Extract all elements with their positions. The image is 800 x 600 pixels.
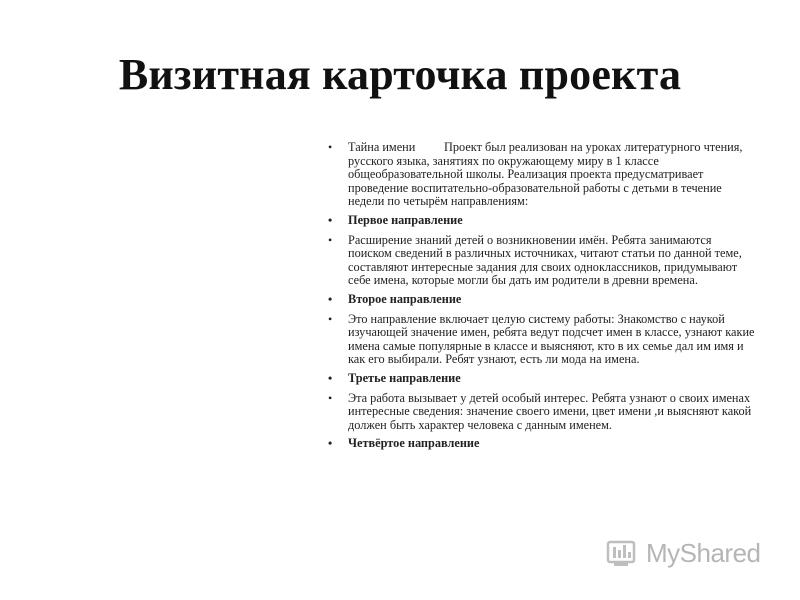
list-item: [326, 313, 756, 367]
slide-title: Визитная карточка проекта: [118, 50, 682, 99]
item-heading-text: Первое направление: [348, 212, 463, 227]
bullet-icon: •: [328, 232, 333, 247]
list-item-heading: [326, 293, 756, 307]
watermark-text: MyShared: [646, 537, 761, 568]
bullet-icon: •: [328, 140, 333, 154]
list-item-heading: [326, 372, 756, 386]
item-text: Проект был реализован на уроках литературного чтения, русского языка, занятиях по окружающему миру в 1 классе общеобразовательной школы. Реализация проекта предусматривает проведение воспитательно-образовательной работы с детьми в течение недели по четырём направлениям:: [348, 140, 743, 209]
bullet-icon: •: [328, 212, 333, 227]
bullet-icon: •: [328, 370, 333, 385]
bullet-icon: •: [328, 291, 333, 306]
watermark: [606, 536, 761, 570]
list-item-heading: [326, 214, 756, 228]
bullet-icon: •: [328, 436, 333, 451]
myshared-logo-icon: [606, 538, 640, 568]
list-item: [326, 392, 756, 433]
bullet-list: [326, 141, 756, 457]
item-text: Эта работа вызывает у детей особый интерес. Ребята узнают о своих именах интересные сведения: значение своего имени, цвет имени ,и выясняют какой должен быть характер человека с данным именем.: [348, 390, 752, 432]
list-item-heading: [326, 437, 756, 451]
item-heading-text: Второе направление: [348, 291, 462, 306]
item-lead: Тайна имени: [348, 140, 416, 154]
list-item: [326, 141, 756, 209]
bullet-icon: •: [328, 390, 333, 405]
item-text: Расширение знаний детей о возникновении имён. Ребята занимаются поиском сведений в различных источниках, читают статьи по данной теме, составляют интересные задания для своих одноклассников, придумывают себе имена, которые могли бы дать им родители в древни времена.: [348, 232, 742, 288]
list-item: [326, 234, 756, 288]
item-text: Это направление включает целую систему работы: Знакомство с наукой изучающей значение имен, ребята ведут подсчет имен в классе, узнают какие имена самые популярные в классе и выясняют, кто в их семье дал им имя и как его выбирали. Ребят узнают, есть ли мода на имена.: [348, 311, 755, 367]
item-heading-text: Третье направление: [348, 370, 461, 385]
item-heading-text: Четвёртое направление: [348, 436, 480, 451]
bullet-icon: •: [328, 311, 333, 326]
